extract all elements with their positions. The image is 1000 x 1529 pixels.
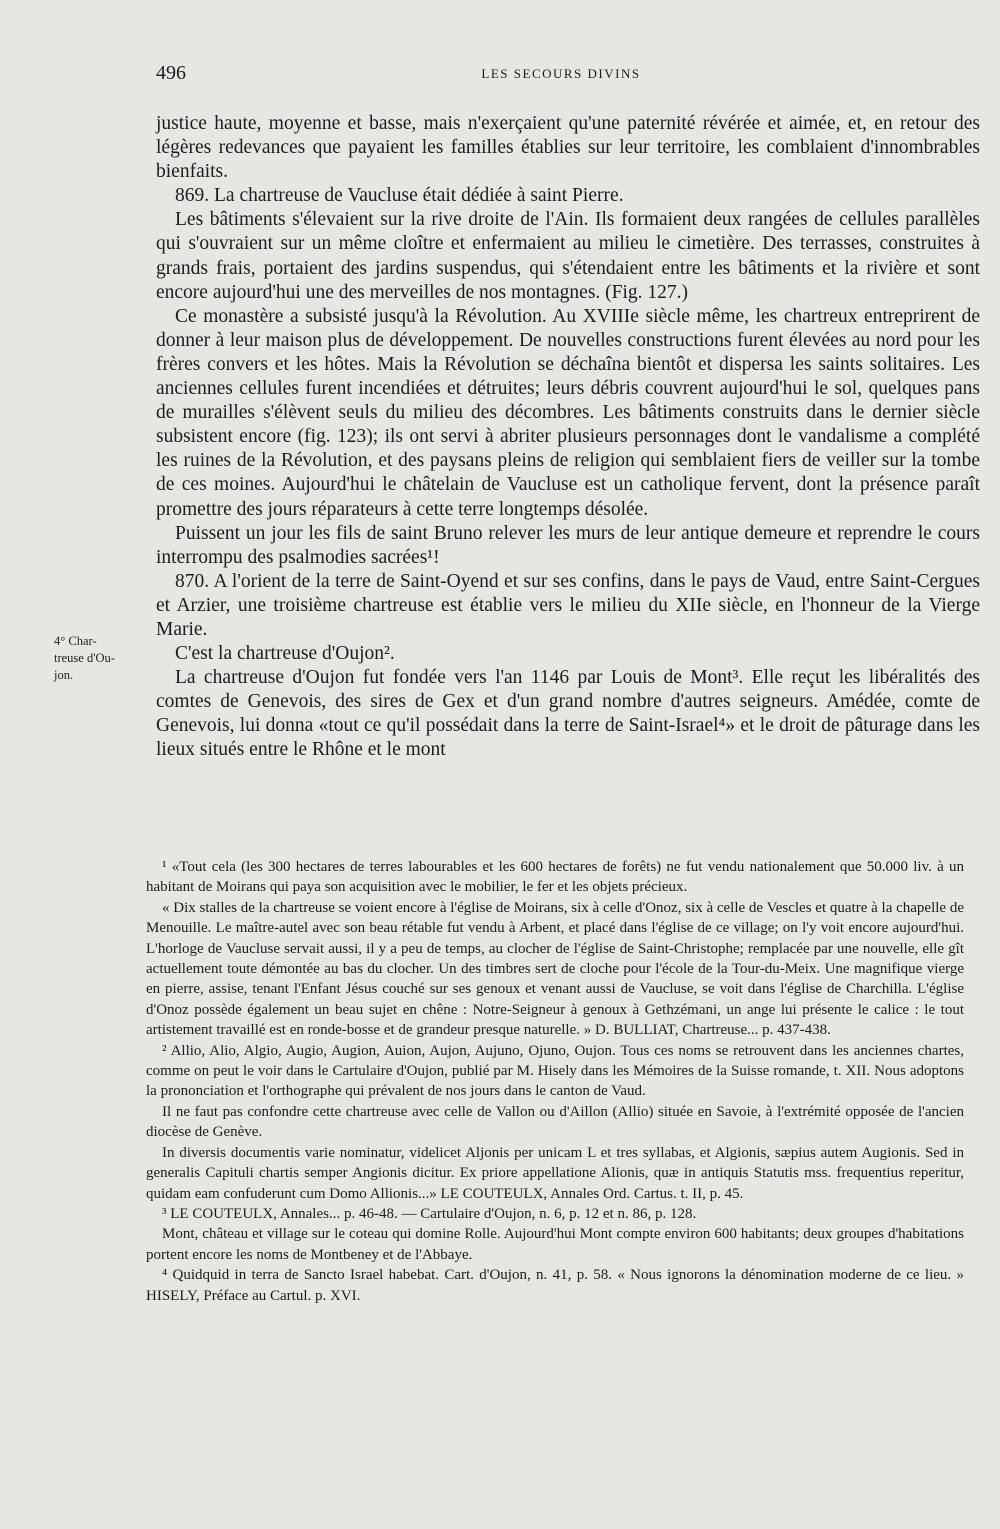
footnote-paragraph: Il ne faut pas confondre cette chartreuse avec celle de Vallon ou d'Aillon (Allio) située en Savoie, à l'extrémité opposée de l'ancien diocèse de Genève.: [146, 1103, 964, 1141]
body-paragraph: Les bâtiments s'élevaient sur la rive droite de l'Ain. Ils formaient deux rangées de cellules parallèles qui s'ouvraient sur un même cloître et enfermaient au milieu le cimetière. Des terrasses, construites à grands frais, portaient des jardins suspendus, qui s'étendaient entre les bâtiments et la rivière et sont encore aujourd'hui une des merveilles de nos montagnes. (Fig. 127.): [156, 209, 980, 303]
margin-note-line: treuse d'Ou-: [54, 651, 115, 665]
footnote-paragraph: In diversis documentis varie nominatur, videlicet Aljonis per unicam L et tres syllabas, et Algionis, sæpius autem Augionis. Sed in generalis Capituli chartis semper Angionis dicitur. Ex priore appellatione Alionis, quæ in antiquis Statutis mss. frequentius reperitur, quidam eam confuderunt cum Domo Allionis...» LE COUTEULX, Annales Ord. Cartus. t. II, p. 45.: [146, 1144, 964, 1202]
footnote-paragraph: « Dix stalles de la chartreuse se voient encore à l'église de Moirans, six à celle d'Onoz, six à celle de Vescles et quatre à la chapelle de Menouille. Le maître-autel avec son beau rétable fut vendu à Arbent, et placé dans l'église de ce village; on l'y voit encore aujourd'hui. L'horloge de Vaucluse servait aussi, il y a peu de temps, au clocher de l'église de Saint-Christophe; remplacée par une nouvelle, elle gît actuellement toute démontée au bas du clocher. Un des timbres sert de cloche pour l'école de la Tour-du-Meix. Une magnifique vierge en pierre, assise, tenant l'Enfant Jésus couché sur ses genoux et venant aussi de Vaucluse, se voit dans l'église de Charchilla. L'église d'Onoz possède également un beau sujet en chêne : Notre-Seigneur à genoux à Gethzémani, un ange lui présente le calice : le tout artistement travaillé est en ronde-bosse et de grandeur presque naturelle. » D. BULLIAT, Chartreuse... p. 437-438.: [146, 899, 964, 1039]
main-text: [156, 112, 980, 763]
body-paragraph: C'est la chartreuse d'Oujon².: [175, 643, 395, 665]
footnote-paragraph: ³ LE COUTEULX, Annales... p. 46-48. — Cartulaire d'Oujon, n. 6, p. 12 et n. 86, p. 128.: [162, 1205, 697, 1222]
body-paragraph: 869. La chartreuse de Vaucluse était dédiée à saint Pierre.: [175, 185, 624, 207]
margin-note-line: 4° Char-: [54, 634, 97, 648]
page-header: [156, 62, 966, 86]
body-paragraph: 870. A l'orient de la terre de Saint-Oyend et sur ses confins, dans le pays de Vaud, entre Saint-Cergues et Arzier, une troisième chartreuse est établie vers le milieu du XIIe siècle, en l'honneur de la Vierge Marie.: [156, 570, 980, 640]
body-paragraph: Ce monastère a subsisté jusqu'à la Révolution. Au XVIIIe siècle même, les chartreux entreprirent de donner à leur maison plus de développement. De nouvelles constructions furent élevées au nord pour les frères convers et les hôtes. Mais la Révolution se déchaîna bientôt et dispersa les saints solitaires. Les anciennes cellules furent incendiées et détruites; leurs débris couvrent aujourd'hui le sol, quelques pans de murailles s'élèvent seuls du milieu des décombres. Les bâtiments construits dans le dernier siècle subsistent encore (fig. 123); ils ont servi à abriter plusieurs personnages dont le vandalisme a complété les ruines de la Révolution, et des paysans pleins de religion qui semblaient fiers de veiller sur la tombe de ces moines. Aujourd'hui le châtelain de Vaucluse est un catholique fervent, dont la présence paraît promettre des jours réparateurs à cette terre longtemps désolée.: [156, 305, 980, 520]
body-paragraph: Puissent un jour les fils de saint Bruno relever les murs de leur antique demeure et reprendre le cours interrompu des psalmodies sacrées¹!: [156, 522, 980, 568]
body-paragraph: La chartreuse d'Oujon fut fondée vers l'an 1146 par Louis de Mont³. Elle reçut les libéralités des comtes de Genevois, des sires de Gex et d'un grand nombre d'autres seigneurs. Amédée, comte de Genevois, lui donna «tout ce qu'il possédait dans la terre de Saint-Israel⁴» et le droit de pâturage dans les lieux situés entre le Rhône et le mont: [156, 667, 980, 761]
footnote-paragraph: ² Allio, Alio, Algio, Augio, Augion, Auion, Aujon, Aujuno, Ojuno, Oujon. Tous ces noms se retrouvent dans les anciennes chartes, comme on peut le voir dans le Cartulaire d'Oujon, publié par M. Hisely dans les Mémoires de la Suisse romande, t. XII. Nous adoptons la prononciation et l'orthographe qui prévalent de nos jours dans le canton de Vaud.: [146, 1042, 964, 1100]
footnote-paragraph: Mont, château et village sur le coteau qui domine Rolle. Aujourd'hui Mont compte environ 600 habitants; deux groupes d'habitations portent encore les noms de Montbeney et de l'Abbaye.: [146, 1226, 964, 1263]
margin-note-line: jon.: [54, 668, 74, 682]
footnote-paragraph: ¹ «Tout cela (les 300 hectares de terres labourables et les 600 hectares de forêts) ne fut vendu nationalement que 50.000 liv. à un habitant de Moirans qui paya son acquisition avec le mobilier, le fer et les objets précieux.: [146, 859, 964, 896]
footnote-paragraph: ⁴ Quidquid in terra de Sancto Israel habebat. Cart. d'Oujon, n. 41, p. 58. « Nous ignorons la dénomination moderne de ce lieu. » HISELY, Préface au Cartul. p. XVI.: [146, 1267, 964, 1304]
footnotes: [146, 857, 964, 1306]
running-title: LES SECOURS DIVINS: [481, 66, 641, 81]
margin-note: [54, 633, 156, 684]
body-paragraph: justice haute, moyenne et basse, mais n'exerçaient qu'une paternité révérée et aimée, et, en retour des légères redevances que payaient les familles établies sur leur territoire, les comblaient d'innombrables bienfaits.: [156, 113, 980, 183]
page-number: 496: [156, 62, 186, 84]
